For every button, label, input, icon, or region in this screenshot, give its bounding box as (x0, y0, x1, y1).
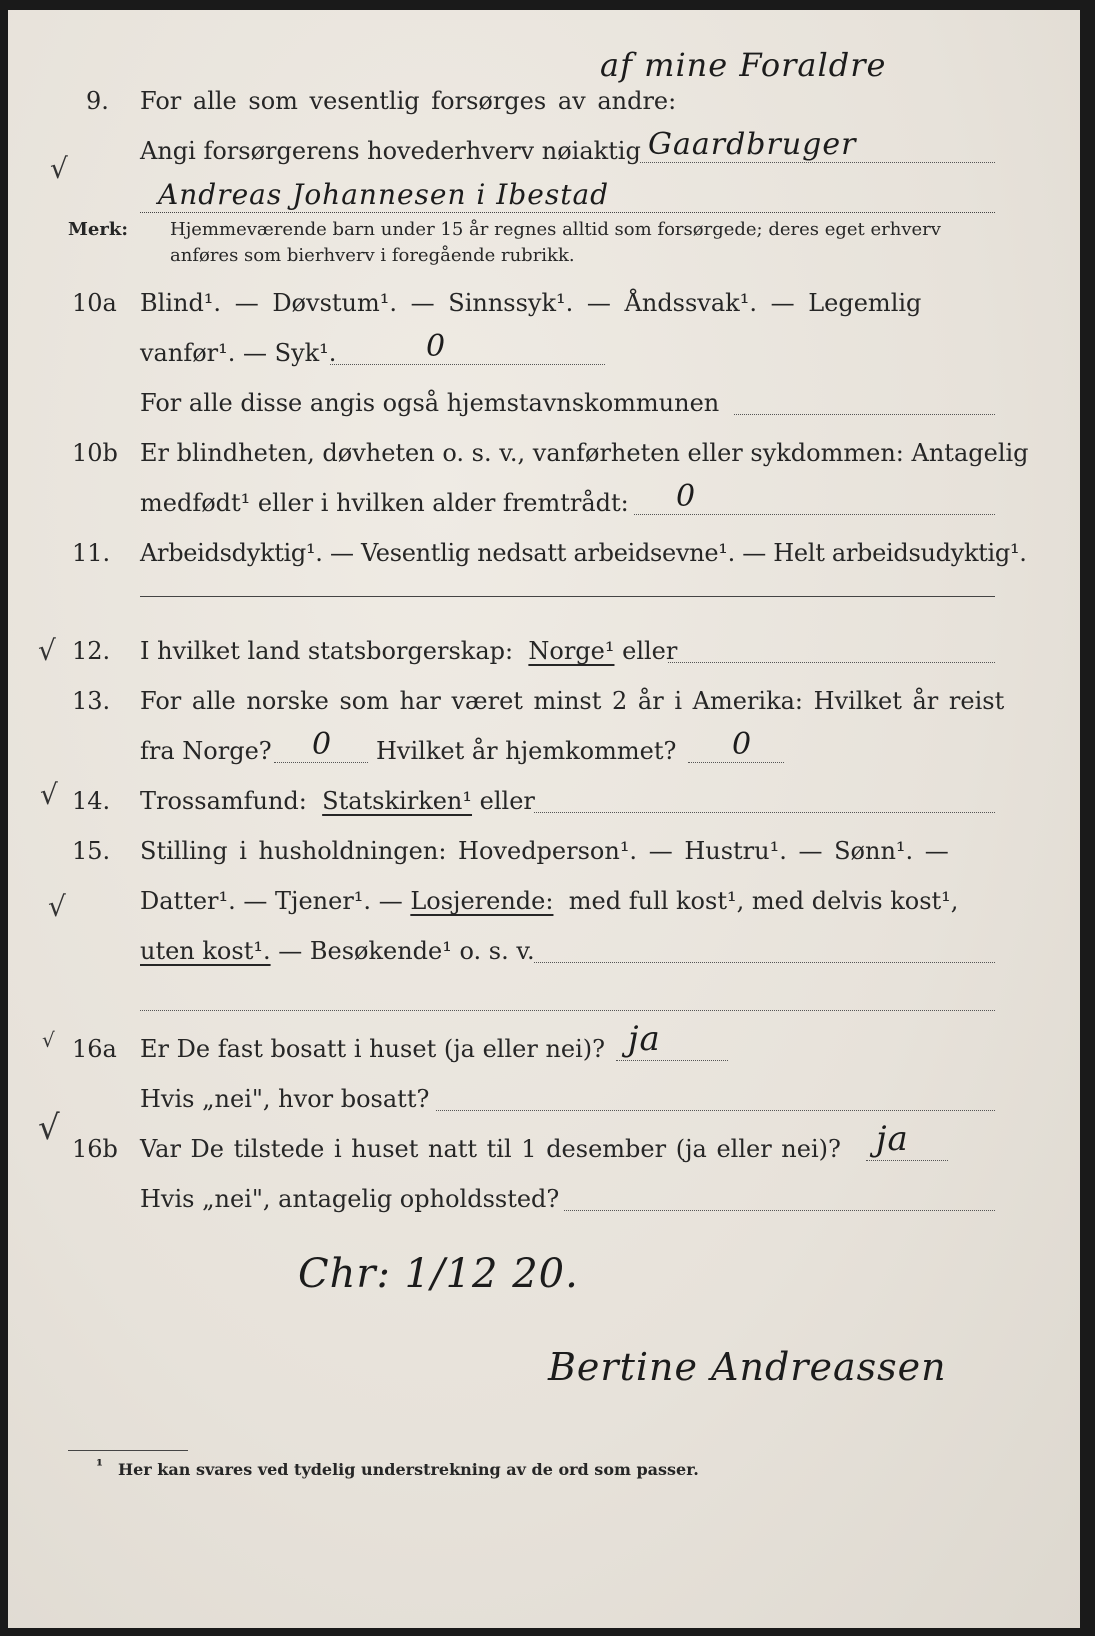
handwritten-10a-answer: 0 (426, 329, 447, 364)
handwritten-16a-answer: ja (628, 1019, 661, 1059)
merk-text-line2: anføres som bierhverv i foregående rubrikk. (170, 245, 575, 266)
footnote-mark: ¹ (96, 1456, 104, 1475)
checkmark-icon: √ (48, 890, 66, 923)
q16b-text-line1: Var De tilstede i huset natt til 1 desember (ja eller nei)? (140, 1135, 841, 1163)
q12-text (140, 636, 677, 666)
q16a-where-line (436, 1110, 995, 1111)
q16a-text-line2: Hvis „nei", hvor bosatt? (140, 1085, 430, 1113)
checkmark-icon: √ (38, 1108, 60, 1148)
q10b-answer-line (634, 514, 995, 515)
q16b-answer-line (866, 1160, 948, 1161)
q16a-number: 16a (72, 1035, 117, 1063)
q16b-number: 16b (72, 1135, 118, 1163)
q9-text-line2: Angi forsørgerens hovederhverv nøiaktig (140, 137, 641, 165)
q14-number: 14. (72, 787, 111, 815)
q15-text-line3 (140, 936, 535, 966)
q11-answer-line (140, 596, 995, 597)
handwritten-date: Chr: 1/12 20. (298, 1251, 579, 1297)
handwritten-signature: Bertine Andreassen (548, 1345, 947, 1389)
handwritten-13-hjemkommet: 0 (732, 727, 753, 762)
census-form-page (8, 10, 1080, 1628)
q16b-text-line2: Hvis „nei", antagelig opholdssted? (140, 1185, 560, 1213)
q9-text-line1: For alle som vesentlig forsørges av andre: (140, 87, 677, 115)
handwritten-16b-answer: ja (876, 1119, 909, 1159)
q10b-number: 10b (72, 439, 118, 467)
q15-line3-end: — Besøkende¹ o. s. v. (278, 937, 535, 965)
q10a-text-line1: Blind¹. — Døvstum¹. — Sinnssyk¹. — Åndssvak¹. — Legemlig (140, 289, 922, 317)
q13-text-line2b: Hvilket år hjemkommet? (376, 737, 677, 765)
q13-text-line2a: fra Norge? (140, 737, 272, 765)
q12-answer-line (668, 662, 995, 663)
q13-answer-line-b (688, 762, 784, 763)
merk-label: Merk: (68, 219, 128, 240)
q12-number: 12. (72, 637, 111, 665)
q15-answer-line (534, 962, 995, 963)
handwritten-10b-answer: 0 (676, 479, 697, 514)
q14-underlined-state-church: Statskirken¹ (322, 787, 473, 815)
q14-or: eller (479, 787, 535, 815)
q14-text (140, 786, 535, 816)
q16a-text-line1: Er De fast bosatt i huset (ja eller nei)? (140, 1035, 606, 1063)
q15-line2-end: med full kost¹, med delvis kost¹, (568, 887, 959, 915)
q10a-number: 10a (72, 289, 117, 317)
q10a-answer-line (330, 364, 605, 365)
q14-question: Trossamfund: (140, 787, 307, 815)
q10b-text-line2: medfødt¹ eller i hvilken alder fremtrådt: (140, 489, 629, 517)
q15-text-line2 (140, 886, 958, 916)
q11-number: 11. (72, 539, 111, 567)
q16a-answer-line (616, 1060, 728, 1061)
q10a-text-line2: vanfør¹. — Syk¹. (140, 339, 337, 367)
q12-question: I hvilket land statsborgerskap: (140, 637, 514, 665)
q16b-location-line (564, 1210, 995, 1211)
q13-text-line1: For alle norske som har været minst 2 år i Amerika: Hvilket år reist (140, 687, 1005, 715)
handwritten-13-reist: 0 (312, 727, 333, 762)
q9-second-answer-line (140, 212, 995, 213)
checkmark-icon: √ (38, 634, 56, 667)
q15-number: 15. (72, 837, 111, 865)
q13-number: 13. (72, 687, 111, 715)
q15-underlined-without-board: uten kost¹. (140, 937, 271, 965)
q9-answer-line (640, 162, 995, 163)
handwritten-provider-note: af mine Foraldre (600, 46, 887, 84)
q12-underlined-norway: Norge¹ (528, 637, 615, 665)
q15-text-line1: Stilling i husholdningen: Hovedperson¹. — Hustru¹. — Sønn¹. — (140, 837, 949, 865)
q9-number: 9. (86, 87, 109, 115)
handwritten-provider-name: Andreas Johannesen i Ibestad (158, 178, 610, 211)
q14-answer-line (534, 812, 995, 813)
q10a-home-municipality-line (734, 414, 995, 415)
checkmark-icon: √ (40, 778, 58, 811)
footnote-text: Her kan svares ved tydelig understrekning av de ord som passer. (118, 1460, 699, 1479)
merk-text-line1: Hjemmeværende barn under 15 år regnes alltid som forsørgede; deres eget erhverv (170, 219, 941, 240)
q15-second-answer-line (140, 1010, 995, 1011)
q12-or: eller (622, 637, 678, 665)
q10a-text-line3: For alle disse angis også hjemstavnskommunen (140, 389, 720, 417)
checkmark-icon: √ (42, 1028, 55, 1052)
q13-answer-line-a (274, 762, 368, 763)
q15-line2-start: Datter¹. — Tjener¹. — (140, 887, 403, 915)
footnote-separator (68, 1450, 188, 1451)
q11-text-line1: Arbeidsdyktig¹. — Vesentlig nedsatt arbeidsevne¹. — Helt arbeidsudyktig¹. (140, 539, 1027, 567)
q10b-text-line1: Er blindheten, døvheten o. s. v., vanførheten eller sykdommen: Antagelig (140, 439, 1029, 467)
checkmark-icon: √ (50, 152, 68, 185)
handwritten-occupation: Gaardbruger (648, 127, 857, 162)
q15-underlined-lodger: Losjerende: (410, 887, 554, 915)
